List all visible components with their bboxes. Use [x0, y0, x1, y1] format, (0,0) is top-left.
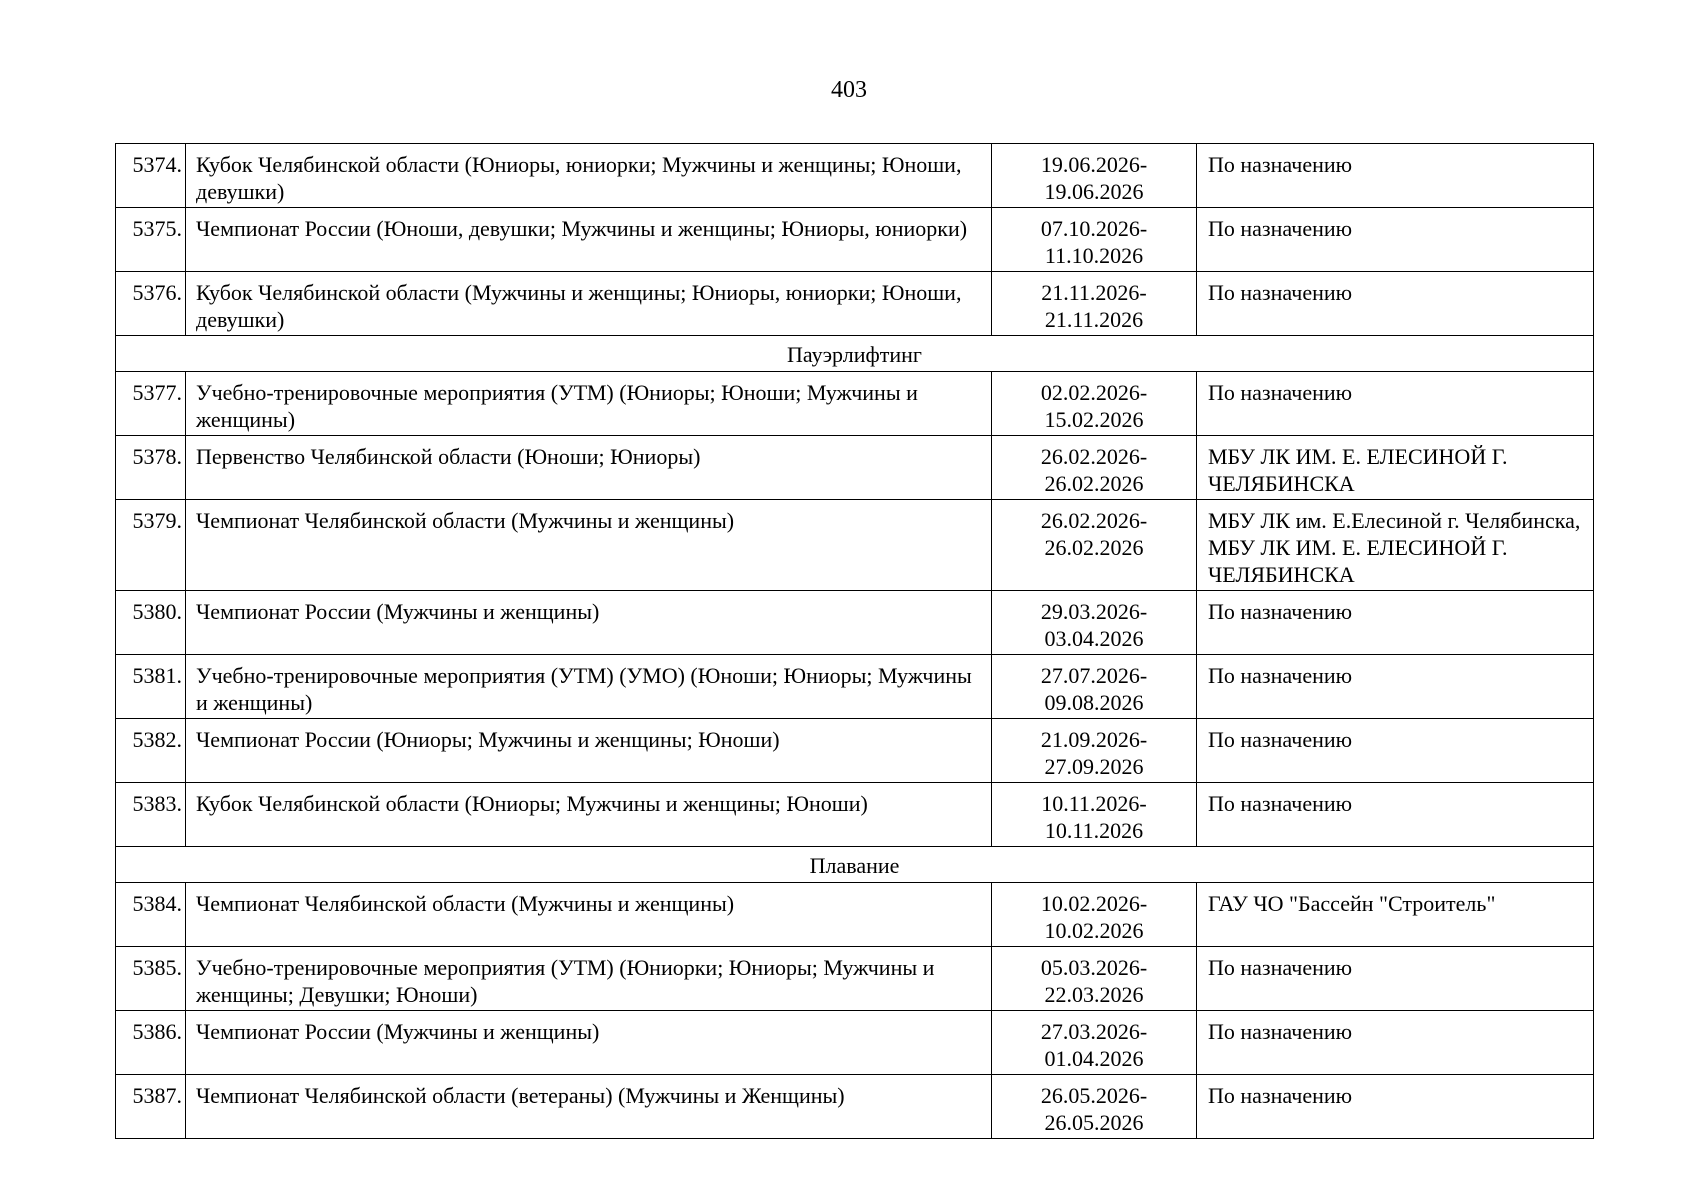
table-row: [116, 1075, 1594, 1139]
event-number: 5376.: [116, 272, 186, 336]
event-name: Чемпионат Челябинской области (Мужчины и женщины): [186, 500, 992, 591]
event-dates: 26.02.2026- 26.02.2026: [992, 500, 1197, 591]
event-number: 5378.: [116, 436, 186, 500]
events-table: [115, 143, 1594, 1139]
event-number: 5384.: [116, 883, 186, 947]
table-row: [116, 144, 1594, 208]
event-place: По назначению: [1197, 272, 1594, 336]
event-place: По назначению: [1197, 372, 1594, 436]
event-name: Чемпионат России (Мужчины и женщины): [186, 591, 992, 655]
event-dates: 02.02.2026- 15.02.2026: [992, 372, 1197, 436]
event-name: Кубок Челябинской области (Юниоры, юниорки; Мужчины и женщины; Юноши, девушки): [186, 144, 992, 208]
event-name: Кубок Челябинской области (Юниоры; Мужчины и женщины; Юноши): [186, 783, 992, 847]
section-title: Пауэрлифтинг: [116, 336, 1594, 372]
event-dates: 19.06.2026- 19.06.2026: [992, 144, 1197, 208]
table-row: [116, 947, 1594, 1011]
section-row-swimming: [116, 847, 1594, 883]
event-place: МБУ ЛК им. Е.Елесиной г. Челябинска, МБУ ЛК ИМ. Е. ЕЛЕСИНОЙ Г. ЧЕЛЯБИНСКА: [1197, 500, 1594, 591]
event-place: По назначению: [1197, 208, 1594, 272]
event-number: 5380.: [116, 591, 186, 655]
event-place: По назначению: [1197, 655, 1594, 719]
event-place: МБУ ЛК ИМ. Е. ЕЛЕСИНОЙ Г. ЧЕЛЯБИНСКА: [1197, 436, 1594, 500]
table-row: [116, 655, 1594, 719]
table-row: [116, 500, 1594, 591]
event-number: 5385.: [116, 947, 186, 1011]
event-number: 5383.: [116, 783, 186, 847]
event-place: ГАУ ЧО "Бассейн "Строитель": [1197, 883, 1594, 947]
event-number: 5379.: [116, 500, 186, 591]
event-number: 5381.: [116, 655, 186, 719]
event-dates: 07.10.2026- 11.10.2026: [992, 208, 1197, 272]
table-row: [116, 719, 1594, 783]
table-row: [116, 783, 1594, 847]
section-row-powerlifting: [116, 336, 1594, 372]
event-number: 5377.: [116, 372, 186, 436]
event-number: 5386.: [116, 1011, 186, 1075]
event-name: Чемпионат Челябинской области (Мужчины и женщины): [186, 883, 992, 947]
events-table-body: [116, 144, 1594, 1139]
table-row: [116, 591, 1594, 655]
event-number: 5382.: [116, 719, 186, 783]
table-row: [116, 208, 1594, 272]
event-dates: 10.11.2026- 10.11.2026: [992, 783, 1197, 847]
event-dates: 05.03.2026- 22.03.2026: [992, 947, 1197, 1011]
event-name: Чемпионат России (Юниоры; Мужчины и женщины; Юноши): [186, 719, 992, 783]
event-place: По назначению: [1197, 783, 1594, 847]
event-number: 5374.: [116, 144, 186, 208]
section-title: Плавание: [116, 847, 1594, 883]
page-number: 403: [831, 77, 867, 103]
event-number: 5387.: [116, 1075, 186, 1139]
event-name: Чемпионат России (Мужчины и женщины): [186, 1011, 992, 1075]
event-dates: 27.03.2026- 01.04.2026: [992, 1011, 1197, 1075]
event-place: По назначению: [1197, 1011, 1594, 1075]
event-place: По назначению: [1197, 947, 1594, 1011]
event-name: Кубок Челябинской области (Мужчины и женщины; Юниоры, юниорки; Юноши, девушки): [186, 272, 992, 336]
event-dates: 26.02.2026- 26.02.2026: [992, 436, 1197, 500]
event-name: Чемпионат Челябинской области (ветераны) (Мужчины и Женщины): [186, 1075, 992, 1139]
event-dates: 10.02.2026- 10.02.2026: [992, 883, 1197, 947]
event-dates: 29.03.2026- 03.04.2026: [992, 591, 1197, 655]
event-number: 5375.: [116, 208, 186, 272]
table-row: [116, 272, 1594, 336]
event-place: По назначению: [1197, 719, 1594, 783]
event-name: Учебно-тренировочные мероприятия (УТМ) (УМО) (Юноши; Юниоры; Мужчины и женщины): [186, 655, 992, 719]
event-place: По назначению: [1197, 591, 1594, 655]
table-row: [116, 1011, 1594, 1075]
event-dates: 26.05.2026- 26.05.2026: [992, 1075, 1197, 1139]
event-dates: 21.09.2026- 27.09.2026: [992, 719, 1197, 783]
event-name: Первенство Челябинской области (Юноши; Юниоры): [186, 436, 992, 500]
event-place: По назначению: [1197, 1075, 1594, 1139]
table-row: [116, 883, 1594, 947]
event-place: По назначению: [1197, 144, 1594, 208]
event-name: Учебно-тренировочные мероприятия (УТМ) (Юниорки; Юниоры; Мужчины и женщины; Девушки; Юноши): [186, 947, 992, 1011]
event-dates: 21.11.2026- 21.11.2026: [992, 272, 1197, 336]
event-dates: 27.07.2026- 09.08.2026: [992, 655, 1197, 719]
event-name: Учебно-тренировочные мероприятия (УТМ) (Юниоры; Юноши; Мужчины и женщины): [186, 372, 992, 436]
event-name: Чемпионат России (Юноши, девушки; Мужчины и женщины; Юниоры, юниорки): [186, 208, 992, 272]
table-row: [116, 372, 1594, 436]
table-row: [116, 436, 1594, 500]
